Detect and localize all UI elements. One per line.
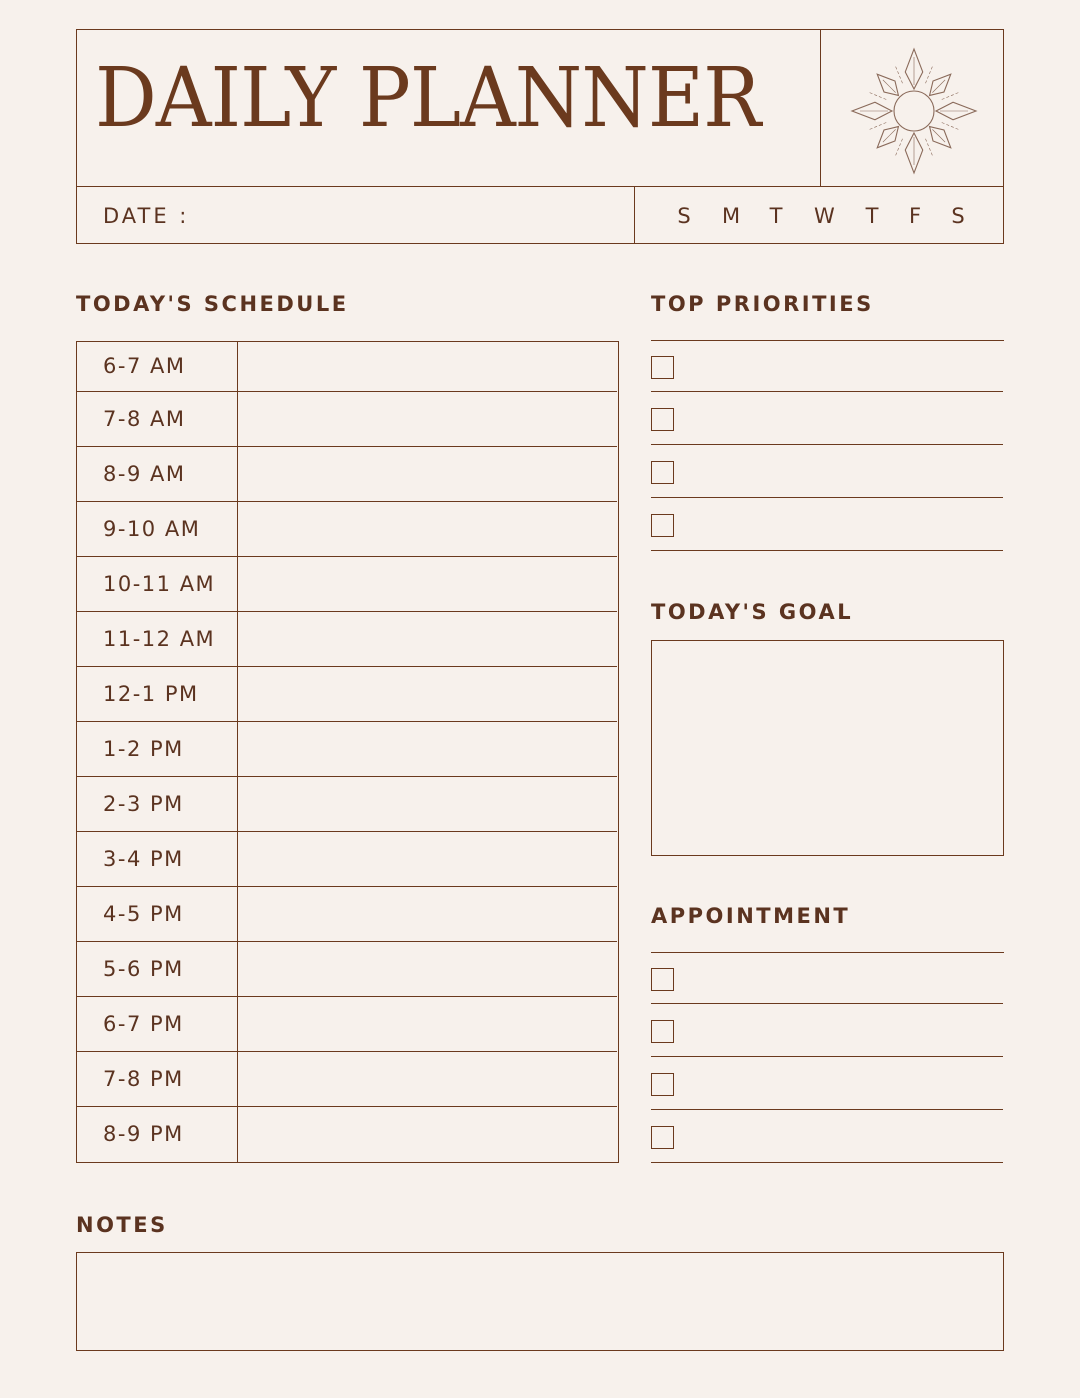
goal-box[interactable] bbox=[651, 640, 1004, 856]
goal-heading: TODAY'S GOAL bbox=[651, 600, 854, 624]
sun-icon bbox=[821, 30, 1003, 187]
appointment-list bbox=[651, 952, 1004, 1165]
schedule-row bbox=[77, 612, 617, 667]
schedule-entry-field[interactable] bbox=[237, 447, 617, 501]
schedule-time-label: 12-1 PM bbox=[103, 681, 199, 706]
weekday-wed[interactable]: W bbox=[814, 204, 835, 228]
schedule-entry-field[interactable] bbox=[237, 942, 617, 996]
checkbox-icon[interactable] bbox=[651, 408, 674, 431]
weekday-sat[interactable]: S bbox=[951, 204, 965, 228]
schedule-row bbox=[77, 342, 617, 392]
schedule-entry-field[interactable] bbox=[237, 392, 617, 446]
title-cell bbox=[77, 30, 821, 187]
schedule-time-label: 10-11 AM bbox=[103, 571, 216, 596]
schedule-row bbox=[77, 887, 617, 942]
appointment-heading: APPOINTMENT bbox=[651, 904, 851, 928]
schedule-time-label: 4-5 PM bbox=[103, 901, 184, 926]
schedule-row bbox=[77, 557, 617, 612]
weekday-mon[interactable]: M bbox=[721, 204, 741, 228]
schedule-row bbox=[77, 777, 617, 832]
schedule-time-label: 1-2 PM bbox=[103, 736, 184, 761]
date-row bbox=[77, 187, 1003, 243]
checkbox-icon[interactable] bbox=[651, 1126, 674, 1149]
checkbox-icon[interactable] bbox=[651, 461, 674, 484]
schedule-entry-field[interactable] bbox=[237, 557, 617, 611]
schedule-entry-field[interactable] bbox=[237, 1107, 617, 1162]
schedule-time-label: 8-9 PM bbox=[103, 1121, 184, 1146]
checkbox-icon[interactable] bbox=[651, 1073, 674, 1096]
schedule-entry-field[interactable] bbox=[237, 722, 617, 776]
schedule-time-label: 7-8 AM bbox=[103, 406, 186, 431]
appointment-row[interactable] bbox=[651, 1057, 1003, 1110]
schedule-entry-field[interactable] bbox=[237, 612, 617, 666]
schedule-entry-field[interactable] bbox=[237, 1052, 617, 1106]
schedule-row bbox=[77, 502, 617, 557]
schedule-row bbox=[77, 667, 617, 722]
weekday-sun[interactable]: S bbox=[677, 204, 691, 228]
schedule-time-label: 6-7 AM bbox=[103, 354, 186, 378]
schedule-row bbox=[77, 447, 617, 502]
checkbox-icon[interactable] bbox=[651, 514, 674, 537]
planner-header bbox=[76, 29, 1004, 244]
weekday-thu[interactable]: T bbox=[865, 204, 879, 228]
appointment-row[interactable] bbox=[651, 1110, 1003, 1163]
schedule-time-label: 6-7 PM bbox=[103, 1011, 184, 1036]
schedule-row bbox=[77, 832, 617, 887]
schedule-row bbox=[77, 942, 617, 997]
schedule-time-label: 5-6 PM bbox=[103, 956, 184, 981]
schedule-row bbox=[77, 392, 617, 447]
schedule-entry-field[interactable] bbox=[237, 777, 617, 831]
schedule-entry-field[interactable] bbox=[237, 997, 617, 1051]
priority-row[interactable] bbox=[651, 341, 1003, 392]
checkbox-icon[interactable] bbox=[651, 1020, 674, 1043]
schedule-entry-field[interactable] bbox=[237, 667, 617, 721]
priority-row[interactable] bbox=[651, 392, 1003, 445]
schedule-time-label: 11-12 AM bbox=[103, 626, 216, 651]
priority-row[interactable] bbox=[651, 445, 1003, 498]
page-title: DAILY PLANNER bbox=[95, 51, 761, 146]
schedule-entry-field[interactable] bbox=[237, 502, 617, 556]
priorities-list bbox=[651, 340, 1004, 553]
schedule-time-label: 9-10 AM bbox=[103, 516, 201, 541]
checkbox-icon[interactable] bbox=[651, 968, 674, 991]
schedule-row bbox=[77, 997, 617, 1052]
schedule-time-label: 8-9 AM bbox=[103, 461, 186, 486]
priorities-heading: TOP PRIORITIES bbox=[651, 292, 874, 316]
date-label: DATE : bbox=[103, 204, 190, 228]
weekday-fri[interactable]: F bbox=[908, 204, 922, 228]
schedule-entry-field[interactable] bbox=[237, 342, 617, 391]
weekday-tue[interactable]: T bbox=[769, 204, 783, 228]
notes-box[interactable] bbox=[76, 1252, 1004, 1351]
notes-heading: NOTES bbox=[76, 1213, 168, 1237]
priority-row[interactable] bbox=[651, 498, 1003, 551]
schedule-table bbox=[76, 341, 619, 1163]
schedule-row bbox=[77, 1107, 617, 1162]
weekday-selector bbox=[634, 187, 1004, 243]
ornament-cell bbox=[821, 30, 1003, 187]
schedule-row bbox=[77, 722, 617, 777]
checkbox-icon[interactable] bbox=[651, 356, 674, 379]
schedule-time-label: 7-8 PM bbox=[103, 1066, 184, 1091]
schedule-time-label: 2-3 PM bbox=[103, 791, 184, 816]
appointment-row[interactable] bbox=[651, 953, 1003, 1004]
schedule-heading: TODAY'S SCHEDULE bbox=[76, 292, 349, 316]
schedule-entry-field[interactable] bbox=[237, 832, 617, 886]
schedule-time-label: 3-4 PM bbox=[103, 846, 184, 871]
schedule-entry-field[interactable] bbox=[237, 887, 617, 941]
schedule-row bbox=[77, 1052, 617, 1107]
appointment-row[interactable] bbox=[651, 1004, 1003, 1057]
